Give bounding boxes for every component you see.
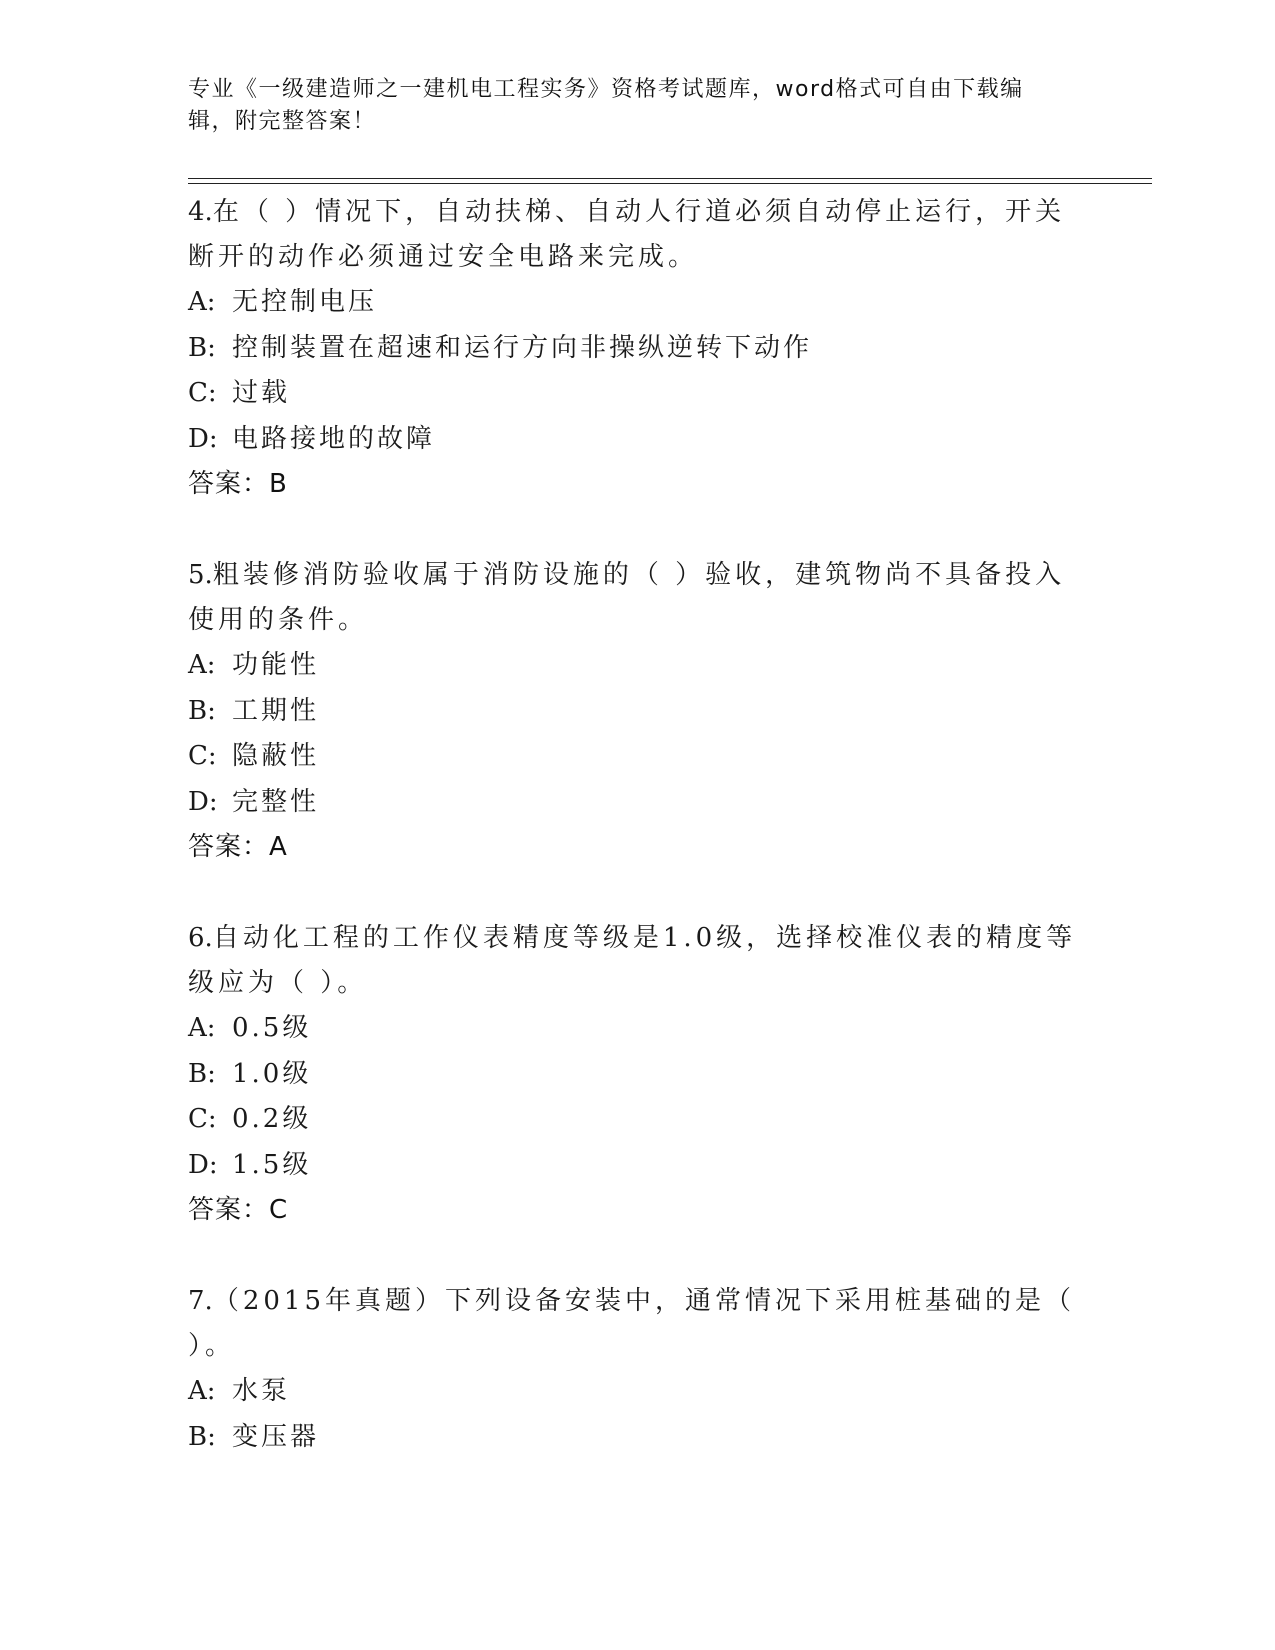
option-key: C: [188, 1104, 217, 1134]
option-key: B: [188, 1058, 216, 1089]
option-text: 完整性 [232, 786, 320, 817]
option-key: A: [188, 287, 216, 317]
option-text: 隐蔽性 [232, 741, 320, 771]
question-6 [188, 916, 1088, 1233]
answer-line: 答案：A [188, 832, 288, 862]
option-text: 1.0级 [232, 1058, 312, 1089]
question-4 [188, 190, 1088, 507]
question-text: 在（ ）情况下，自动扶梯、自动人行道必须自动停止运行，开关断开的动作必须通过安全电路来完成。 [188, 197, 1066, 272]
question-number: 5. [188, 560, 213, 590]
option-a [188, 643, 1088, 689]
option-c [188, 734, 1088, 780]
question-stem [188, 190, 1088, 280]
option-key: A: [188, 650, 216, 680]
option-text: 无控制电压 [232, 287, 378, 317]
option-key: C: [188, 378, 217, 408]
option-text: 1.5级 [232, 1149, 312, 1180]
option-key: A: [188, 1013, 216, 1043]
option-text: 0.5级 [232, 1013, 312, 1043]
answer-line: 答案：C [188, 1195, 289, 1225]
option-a [188, 280, 1088, 326]
question-text: 自动化工程的工作仪表精度等级是1.0级，选择校准仪表的精度等级应为（ ）。 [188, 923, 1077, 998]
option-b [188, 1052, 1088, 1098]
option-key: B: [188, 332, 216, 363]
option-c [188, 1097, 1088, 1143]
option-text: 变压器 [232, 1421, 320, 1452]
option-key: D: [188, 1149, 218, 1180]
question-number: 6. [188, 923, 213, 953]
option-key: A: [188, 1376, 216, 1406]
question-7 [188, 1279, 1088, 1460]
question-stem [188, 1279, 1088, 1369]
option-text: 水泵 [232, 1376, 291, 1406]
option-a [188, 1006, 1088, 1052]
question-stem [188, 553, 1088, 643]
option-key: D: [188, 786, 218, 817]
question-stem [188, 916, 1088, 1006]
option-b [188, 326, 1088, 372]
option-text: 工期性 [232, 695, 320, 726]
answer-line: 答案：B [188, 469, 288, 499]
header-double-rule [188, 178, 1152, 184]
question-text: （2015年真题）下列设备安装中，通常情况下采用桩基础的是（ ）。 [188, 1286, 1075, 1361]
option-text: 电路接地的故障 [232, 423, 436, 454]
option-key: C: [188, 741, 217, 771]
option-d [188, 417, 1088, 463]
option-key: D: [188, 423, 218, 454]
option-b [188, 689, 1088, 735]
option-d [188, 780, 1088, 826]
option-text: 过载 [232, 378, 291, 408]
question-number: 4. [188, 197, 213, 227]
question-text: 粗装修消防验收属于消防设施的（ ）验收，建筑物尚不具备投入使用的条件。 [188, 560, 1066, 635]
option-text: 0.2级 [232, 1104, 312, 1134]
question-number: 7. [188, 1286, 213, 1316]
option-b [188, 1415, 1088, 1461]
document-header: 专业《一级建造师之一建机电工程实务》资格考试题库，word格式可自由下载编辑，附完整答案！ [188, 77, 1024, 134]
option-key: B: [188, 695, 216, 726]
question-5 [188, 553, 1088, 870]
option-a [188, 1369, 1088, 1415]
option-text: 控制装置在超速和运行方向非操纵逆转下动作 [232, 332, 813, 363]
option-d [188, 1143, 1088, 1189]
option-key: B: [188, 1421, 216, 1452]
option-text: 功能性 [232, 650, 320, 680]
question-list [188, 190, 1088, 1506]
option-c [188, 371, 1088, 417]
